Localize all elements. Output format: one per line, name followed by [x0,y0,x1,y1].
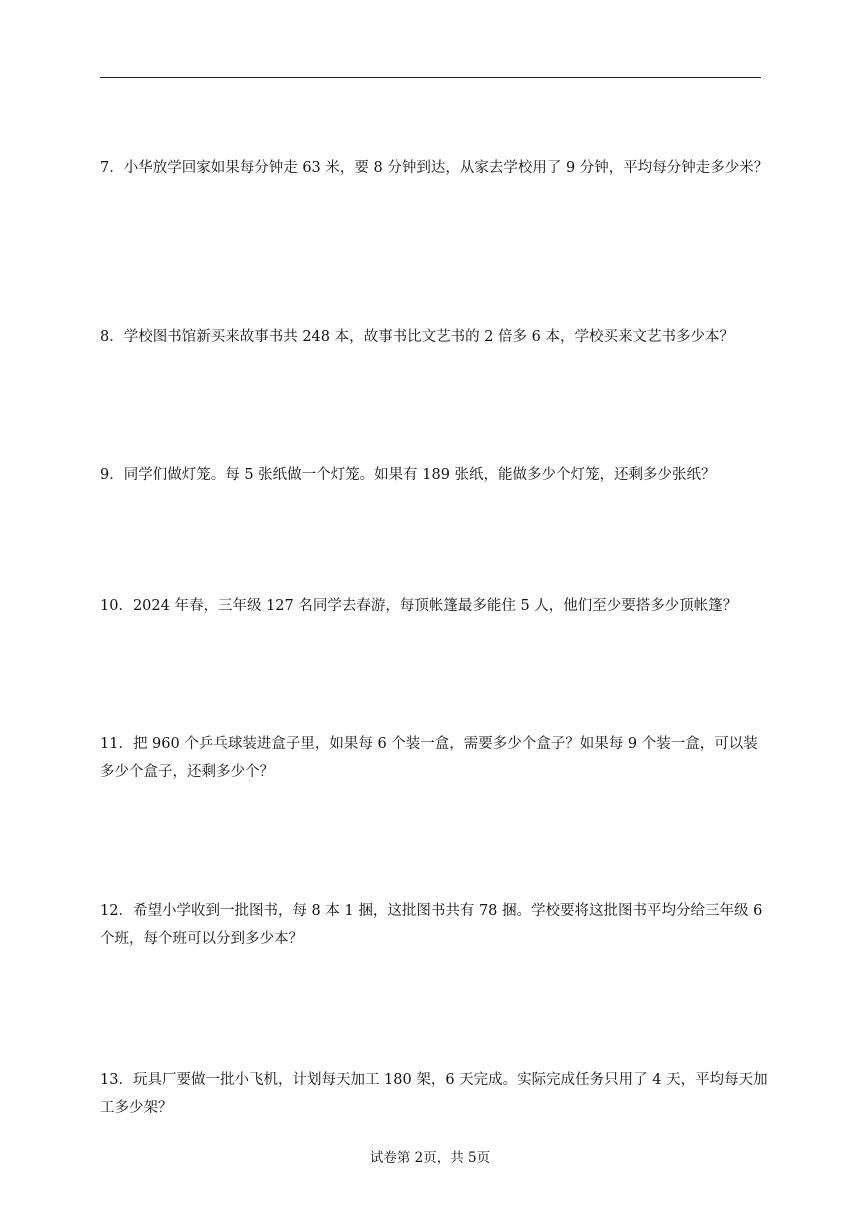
question-9: 9．同学们做灯笼。每 5 张纸做一个灯笼。如果有 189 张纸，能做多少个灯笼，还剩多少张纸？ [100,467,716,483]
question-7: 7．小华放学回家如果每分钟走 63 米，要 8 分钟到达，从家去学校用了 9 分钟，平均每分钟走多少米？ [100,160,769,176]
question-11: 11．把 960 个乒乓球装进盒子里，如果每 6 个装一盒，需要多少个盒子？如果每 9 个装一盒，可以装多少个盒子，还剩多少个？ [100,736,758,780]
question-12: 12．希望小学收到一批图书，每 8 本 1 捆，这批图书共有 78 捆。学校要将这批图书平均分给三年级 6 个班，每个班可以分到多少本？ [100,903,763,947]
page-footer: 试卷第 2页，共 5页 [369,1150,491,1166]
question-13: 13．玩具厂要做一批小飞机，计划每天加工 180 架，6 天完成。实际完成任务只用了 4 天，平均每天加工多少架？ [100,1072,768,1116]
question-10: 10．2024 年春，三年级 127 名同学去春游，每顶帐篷最多能住 5 人，他们至少要搭多少顶帐篷？ [100,598,738,614]
header-rule [100,77,761,78]
question-8: 8．学校图书馆新买来故事书共 248 本，故事书比文艺书的 2 倍多 6 本，学校买来文艺书多少本？ [100,329,735,345]
